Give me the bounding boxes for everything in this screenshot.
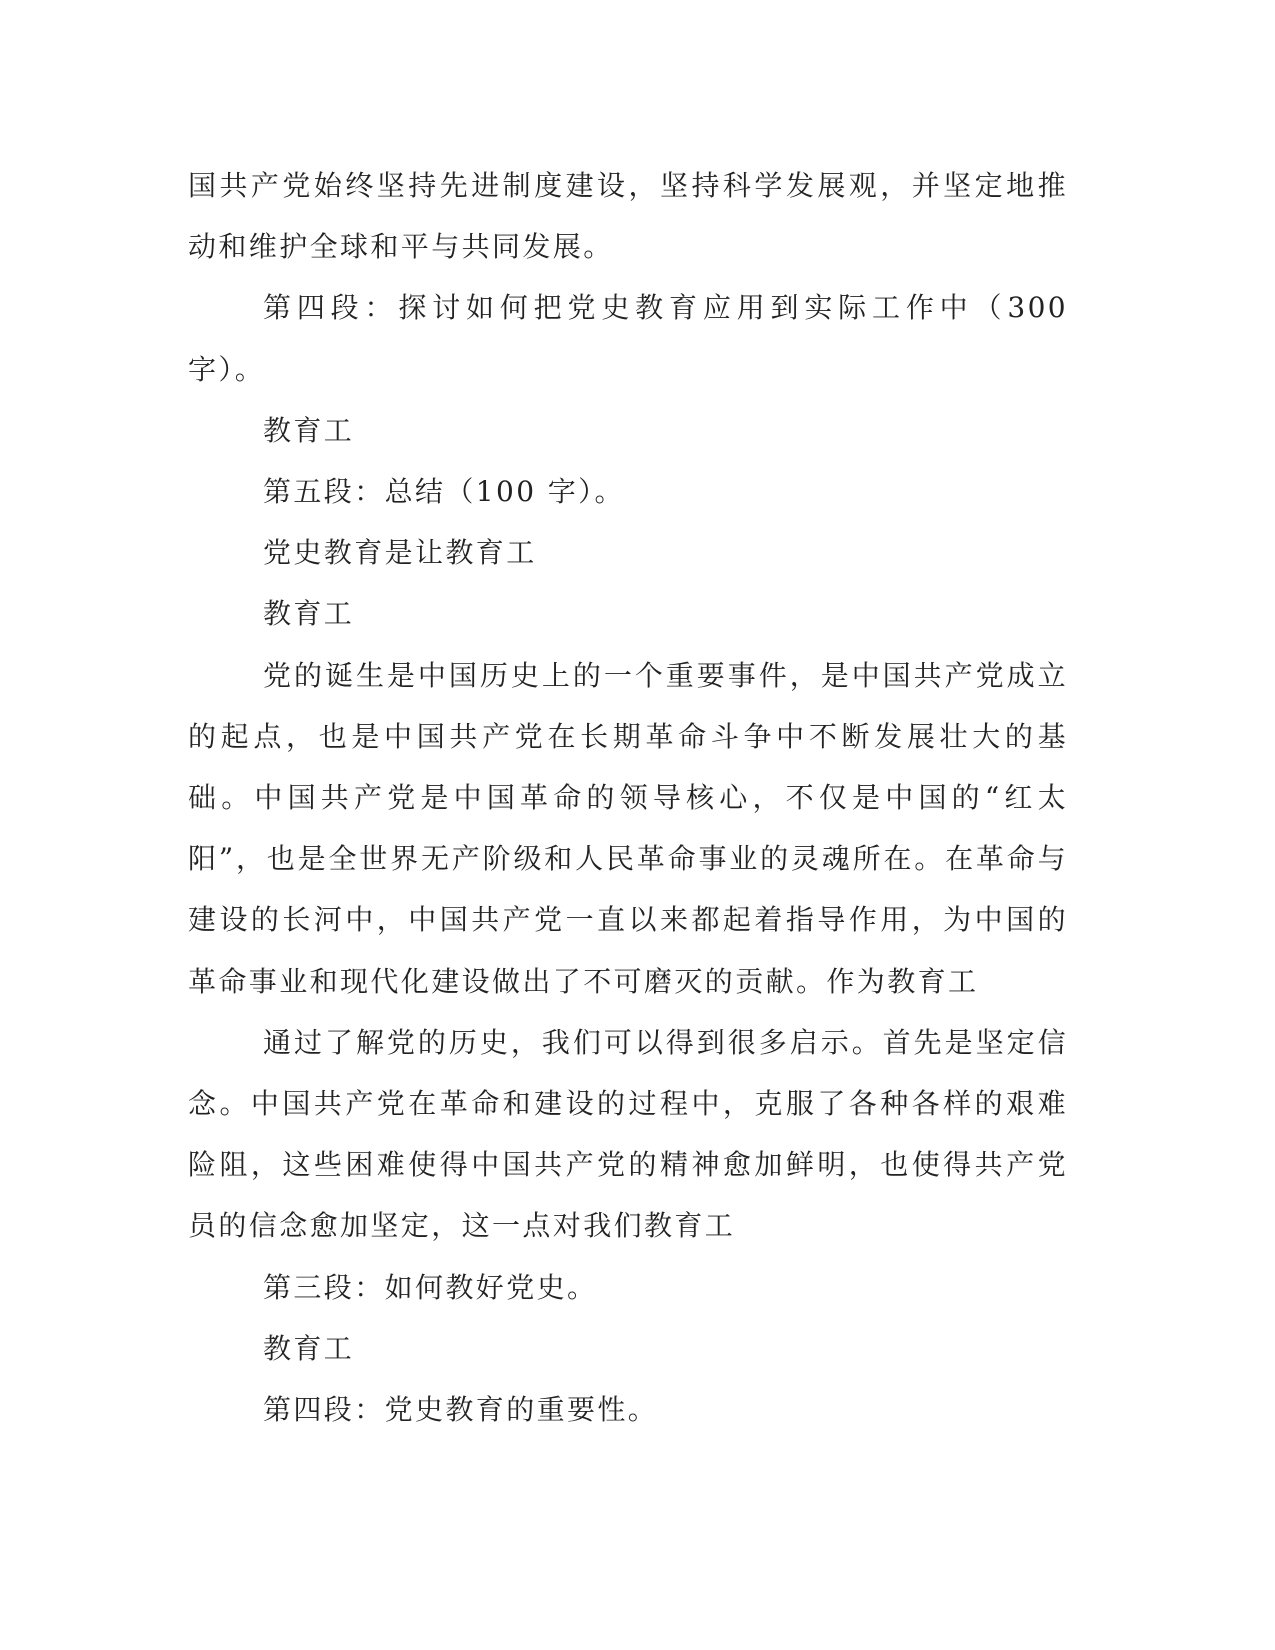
paragraph: 教育工 — [263, 1331, 355, 1365]
paragraph: 通过了解党的历史，我们可以得到很多启示。首先是坚定信念。中国共产党在革命和建设的过程中，克服了各种各样的艰难险阻，这些困难使得中国共产党的精神愈加鲜明，也使得共产党员的信念愈加坚定，这一点对我们教育工 — [188, 1025, 1068, 1243]
document-body — [188, 155, 1068, 1440]
paragraph: 第三段：如何教好党史。 — [263, 1270, 598, 1304]
paragraph: 第五段：总结（100 字）。 — [263, 475, 625, 509]
paragraph: 第四段：党史教育的重要性。 — [263, 1393, 659, 1427]
paragraph: 党的诞生是中国历史上的一个重要事件，是中国共产党成立的起点，也是中国共产党在长期革命斗争中不断发展壮大的基础。中国共产党是中国革命的领导核心，不仅是中国的“红太阳”，也是全世界无产阶级和人民革命事业的灵魂所在。在革命与建设的长河中，中国共产党一直以来都起着指导作用，为中国的革命事业和现代化建设做出了不可磨灭的贡献。作为教育工 — [188, 658, 1068, 998]
paragraph: 国共产党始终坚持先进制度建设，坚持科学发展观，并坚定地推动和维护全球和平与共同发展。 — [188, 169, 1068, 264]
paragraph: 教育工 — [263, 597, 355, 631]
paragraph: 教育工 — [263, 413, 355, 447]
paragraph: 党史教育是让教育工 — [263, 536, 537, 570]
paragraph: 第四段：探讨如何把党史教育应用到实际工作中（300 字）。 — [188, 291, 1068, 386]
